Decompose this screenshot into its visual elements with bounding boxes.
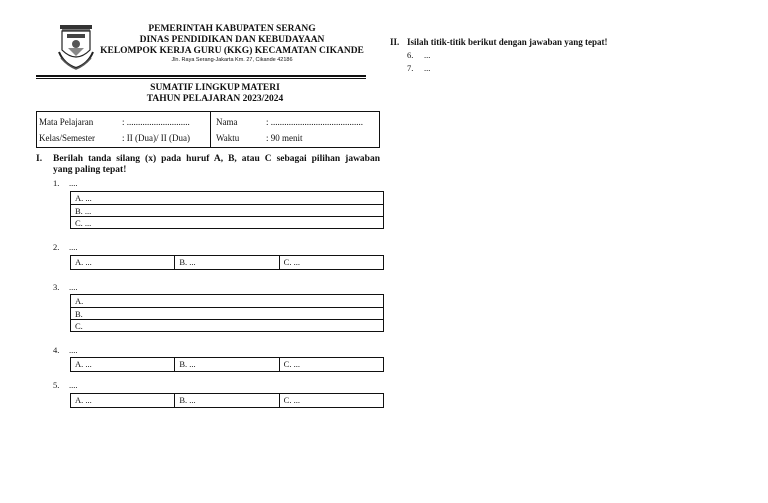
nama-value: : ......................................... [266, 117, 364, 127]
option-b[interactable]: B. ... [71, 204, 383, 216]
kabupaten-serang-emblem-icon [58, 24, 94, 70]
kelas-value: : II (Dua)/ II (Dua) [122, 133, 190, 143]
question-2-options [70, 255, 384, 270]
section-1-instruction: Berilah tanda silang (x) pada huruf A, B, atau C sebagai pilihan jawaban [53, 154, 380, 164]
section-2-instruction: Isilah titik-titik berikut dengan jawaban yang tepat! [407, 37, 608, 47]
header-government: PEMERINTAH KABUPATEN SERANG [148, 24, 316, 34]
question-6-number: 6. [407, 50, 414, 60]
header-kkg: KELOMPOK KERJA GURU (KKG) KECAMATAN CIKANDE [100, 46, 364, 56]
question-4-options [70, 357, 384, 372]
section-1-instruction-cont: yang paling tepat! [53, 164, 127, 175]
option-b[interactable]: B. [71, 307, 383, 319]
option-c[interactable]: C. [71, 319, 383, 331]
question-4-number: 4. [53, 345, 60, 355]
option-a[interactable]: A. ... [75, 257, 92, 267]
question-7-text: ... [424, 63, 431, 73]
question-1-number: 1. [53, 178, 60, 188]
exam-title: SUMATIF LINGKUP MATERI [150, 83, 280, 93]
option-c[interactable]: C. ... [279, 358, 383, 371]
option-c[interactable]: C. ... [279, 256, 383, 269]
option-a[interactable]: A. [75, 296, 84, 306]
option-a[interactable]: A. ... [75, 193, 92, 203]
exam-year: TAHUN PELAJARAN 2023/2024 [146, 94, 284, 104]
waktu-label: Waktu [216, 133, 240, 143]
header-department: DINAS PENDIDIKAN DAN KEBUDAYAAN [139, 35, 325, 45]
question-4-text: .... [69, 345, 78, 355]
question-7-number: 7. [407, 63, 414, 73]
section-2-number: II. [390, 37, 400, 47]
mapel-value: : ............................ [122, 117, 190, 127]
question-5-text: .... [69, 380, 78, 390]
option-c[interactable]: C. ... [279, 394, 383, 407]
question-2-number: 2. [53, 242, 60, 252]
mapel-label: Mata Pelajaran [39, 117, 94, 127]
header-address: Jln. Raya Serang-Jakarta Km. 27, Cikande 42186 [171, 57, 293, 63]
kelas-label: Kelas/Semester [39, 133, 95, 143]
question-6-text: ... [424, 50, 431, 60]
student-info-box [36, 111, 380, 148]
option-b[interactable]: B. ... [174, 394, 278, 407]
section-1-number: I. [36, 154, 43, 164]
question-1-text: .... [69, 178, 78, 188]
option-a[interactable]: A. ... [75, 395, 92, 405]
option-c[interactable]: C. ... [71, 216, 383, 228]
question-5-number: 5. [53, 380, 60, 390]
option-b[interactable]: B. ... [174, 358, 278, 371]
option-b[interactable]: B. ... [174, 256, 278, 269]
question-3-options [70, 294, 384, 332]
question-2-text: .... [69, 242, 78, 252]
nama-label: Nama [216, 117, 238, 127]
option-a[interactable]: A. ... [75, 359, 92, 369]
waktu-value: : 90 menit [266, 133, 303, 143]
header-divider-thin [36, 78, 366, 79]
question-3-number: 3. [53, 282, 60, 292]
question-3-text: .... [69, 282, 78, 292]
question-5-options [70, 393, 384, 408]
header-divider-thick [36, 75, 366, 77]
question-1-options [70, 191, 384, 229]
